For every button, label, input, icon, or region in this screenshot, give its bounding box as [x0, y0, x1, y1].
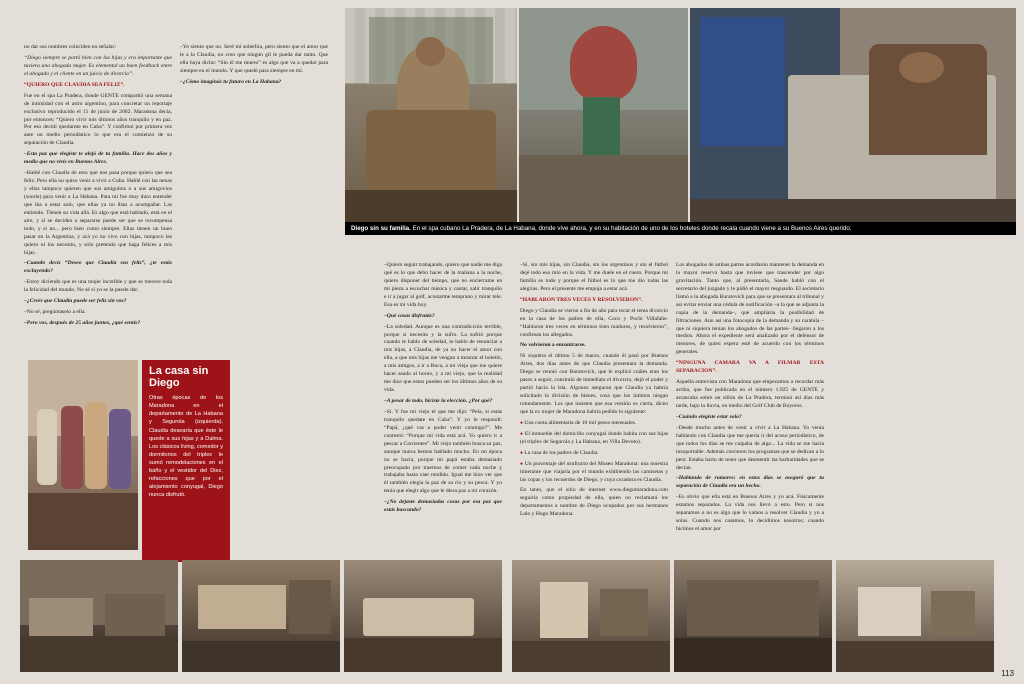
paragraph: Ni siquiera el último 5 de marzo, cuando él pasó por Buenos Aires, dos días antes de que Claudia presentara la demanda. Diego se reunió con Buratovich, que le explicó cuáles eran los pasos a seguir, consintió de inmediato el divorcio, dejó el poder y partió hacia la isla. Algunos aseguran que Claudia ya habría solicitado la división de bienes, cosa que los íntimos niegan rotundamente. Los que insisten que esa versión es cierta, dicen que la ex mujer de Maradona habría pedido lo siguiente: — [520, 353, 668, 415]
text-column-body-3 — [384, 262, 502, 552]
text-column-body-1 — [24, 262, 172, 352]
photo-interior-closet — [674, 560, 832, 672]
paragraph: –¿Creés que Claudia puede ser feliz sin vos? — [24, 298, 127, 305]
paragraph: –Hablando de rumores: en estos días se aseguró que tu separación de Claudia era un hecho. — [676, 475, 824, 490]
paragraph: no dar sus nombres coinciden en señalar: — [24, 44, 116, 50]
paragraph: –Cuándo elegiste estar solo? — [676, 413, 742, 420]
paragraph: –¿Cómo imaginás tu futuro en La Habana? — [180, 78, 282, 85]
sidebar-box-la-casa-sin-diego — [142, 360, 230, 562]
page-number: 113 — [1001, 669, 1014, 678]
paragraph: Diego y Claudia se vieron a fin de año para tocar el tema divorcio en la casa de los padres de ella, Coco y Pochi Villafañe. “Hablaron tres veces en términos bien maduros, y resolvieron”, confiesan los allegados. — [520, 307, 668, 338]
photo-interior-hall — [512, 560, 670, 672]
photo-interior-dining — [182, 560, 340, 672]
main-photo-caption — [345, 222, 1016, 235]
sidebar-box-text: Otras épocas de los Maradona en el departamento de La Habana y Segurola (izquierda). Claudia desearía que éste le quede a sus hijas y a Dalma. Los clásicos living, comedor y dormitorios del triplex le sumó remodelaciones en el baño y el vestidor del Diez, refacciones que por el alejamiento conyugal, Diego nunca disfrutó. — [149, 395, 223, 499]
paragraph: “HABLARON TRES VECES Y RESOLVIERON”. — [520, 296, 643, 303]
paragraph: “Diego siempre se portó bien con las hijas y era importante que tuviera una abogada mujer. Es elemental un buen feedback entre el abogado y el cliente en un juicio de divorcio”. — [24, 54, 172, 77]
paragraph: Los abogados de ambas partes acordaron mantener la demanda en la mayor reserva hasta que tuviese que trascender por algo gravitación. Tanto que, al presentarla, Sande habló con el secretario del juzgado y le pidió el mayor resguardo. El secretario llamó a la abogada Buratovich para que se presentara al tribunal y así evitar enviar una cédula de notificación –a la que se adjunta la copia de la demanda–, que ampliaría la posibilidad de filtraciones. Aun así una fotocopia de la demanda y su carátula –que ni siquiera tenían los abogados de las partes– llegaron a los medios. Ahora el expediente será analizado por el defensor de menores, de quien espera esté de acuerdo con los términos generales. — [676, 262, 824, 356]
paragraph: No volvieron a encontrarse. — [520, 342, 586, 349]
paragraph: –¿No dejaste demasiadas cosas por esa paz que estás buscando? — [384, 499, 502, 514]
photo-diego-in-bed — [690, 8, 1016, 230]
paragraph: ● La casa de los padres de Claudia. — [520, 450, 668, 458]
caption-title: Diego sin su familia. — [351, 225, 411, 232]
paragraph: –Qué cosas disfrutás? — [384, 312, 435, 319]
caption-text: En el spa cubano La Pradera, de La Habana, donde vive ahora, y en su habitación de uno de los hoteles donde recala cuando viene a su Buenos Aires querido. — [412, 225, 852, 232]
paragraph: –La soledad. Aunque es una contradicción terrible, porque si necesito y la sufro. La sufrió porque cuando te hablo de soledad, te hablo de renunciar a mis hijas, a Claudia, de ya no hacer el amor con ella, a que mis hijas me vengan a mostrar el boletín, a mis amigos, a ir a Boca, a mi vieja que me quiere hacer asado al horno, y a mi viejo, que la realidad me dice que estos pueden ser los últimos años de su vida. — [384, 323, 502, 394]
photo-interior-bathroom — [836, 560, 994, 672]
sidebar-box-heading: La casa sin Diego — [149, 365, 209, 389]
paragraph: –Estoy diciendo que es una mujer increíble y que se merece toda la felicidad del mundo. No sé si yo se la puedo dar. — [24, 279, 172, 294]
paragraph: –Sí. Y fue mi viejo el que me dijo: “Pela, si estás tranquilo quedate en Cuba”. Y yo le respondí: “Papá, ¿qué vas a poder venir conmigo?”. Me contestó: “Porque mi vida está acá. Yo quiero ir a pescar a Corrientes”. Mi viejo también busca su paz, aunque nunca hemos hablado mucho. En mi época no se hacía, porque mi papá estaba demasiado preocupado por traernos de comer cada noche y trabajaba hasta caer rendido. Igual me hizo ver que él también elegía la paz de su río y su pesca. Y yo tenía que elegir algo que le diera paz a mi corazón. — [384, 408, 502, 495]
photo-flowers-table — [519, 8, 688, 230]
paragraph: En tanto, que el sitio de internet www.diegomaradona.com seguiría como propiedad de ella, quien no reclamará los departamentos a nombre de Diego ocupados por sus hermanos Lalo y Hugo Maradona. — [520, 487, 668, 518]
text-column-body-4 — [520, 262, 668, 552]
paragraph: ● El inmueble del domicilio conyugal donde habita con sus hijas (el triplex de Segurola y La Habana, en Villa Devoto). — [520, 431, 668, 447]
paragraph: –Sí, sin mis hijas, sin Claudia, sin los argentinos y sin el fútbol dejé todo eso mío en la vida. Y me duele en el cuero. Porque mi familia es todo y porque el fútbol es lo que me dio todas las alegrías. Pero el presente me empuja a estar acá. — [520, 262, 668, 292]
text-column-body-5 — [676, 262, 824, 552]
text-column-body-2 — [228, 262, 376, 552]
paragraph: –Esta paz que elegiste te alejó de tu familia. Hace dos años y medio que no vivís en Buenos Aires. — [24, 151, 172, 166]
paragraph: “QUIERO QUE CLAUDIA SEA FELIZ”. — [24, 81, 125, 88]
paragraph: –A pesar de todo, hiciste la elección. ¿Por qué? — [384, 398, 493, 404]
paragraph: –Es obvio que ella está en Buenos Aires y yo acá. Físicamente estamos separados. La vida nos llevó a esto. Pero si nos separamos o no es algo que lo vamos a resolver Claudia y yo a solas. Cuando nos casamos, lo decidimos nosotros; cuando hicimos el amor por — [676, 494, 824, 533]
paragraph: ● Un porcentaje del usufructo del Museo Maradona: una muestra itinerante que viajaría por el mundo exhibiendo las camisetas y las copas y los recuerdos de Diego, y cuya curadora es Claudia. — [520, 461, 668, 485]
text-column-body-6 — [832, 262, 998, 552]
paragraph: –Desde mucho antes de venir a vivir a La Habana. Yo venía hablando con Claudia que me quería ir del acoso periodístico, de que todos los días se me culpaba de algo... La vida se me hacía insoportable. Además crecieron los programas que se dedican a lo peor. Estaba harto de tener que desmentir las barbaridades que se decían. — [676, 424, 824, 471]
paragraph: Aquella entrevista con Maradona que empezamos a recordar más arriba, que fue publicada en el número 1.925 de GENTE y arrancaba sobre un sillón de La Pradera, terminó así días más tarde, bajo la lluvia, en medio del Golf Club de Boyeros. — [676, 379, 824, 409]
paragraph: –No sé, pregúntaselo a ella. — [24, 309, 86, 316]
photo-interior-bedroom — [344, 560, 502, 672]
paragraph: –Pero vos, después de 25 años juntos, ¿qué sentís? — [24, 320, 141, 327]
photo-maradona-family — [28, 360, 138, 550]
paragraph: –Yo siento que no. Seré mi soberbia, pero siento que el amor que le a la Claudia, no creo que ningún gil le pueda dar tanto. Que ella haya dicho: “Sin él me muero” es algo que va a quedar para siempre en el mundo. Y que quedó para siempre en mí. — [180, 44, 328, 74]
paragraph: ● Una cuota alimentaria de 10 mil pesos mensuales. — [520, 420, 668, 428]
paragraph: –Cuando decís “Deseo que Claudia sea feliz”, ¿te estás excluyendo? — [24, 260, 172, 275]
paragraph: –Quiero seguir trabajando, quiero que nadie me diga qué es lo que debo hacer de la mañana a la noche, quiero disponer del tiempo, que no encierrame en mi pieza a escuchar música y cantar, salir tranquilo e ir a jugar al golf, acostarme temprano y mirar tele. Esa es mi vida hoy. — [384, 262, 502, 308]
photo-interior-living — [20, 560, 178, 672]
paragraph: –Hablé con Claudia de esto que nos pasa porque quiero que sea feliz. Pero ella no quiso venir a vivir a Cuba. Hablé con las nenas y ellas tampoco quieren que sus amiguitos o a sus amigovios (sonríe) para venir a La Habana. Para mí fue muy duro entender que iba a estar solo, que ellas ya no iban a acompañar. Las entiendo. Tienen su vida allá. Es algo que está hablado, está en el aire, y si se deciden a separarse puede ser que se recompensa todo, y si no... pero bien como siempre. Ellas tienen un buen pasar en la Argentina, y acá yo no vivo con hijas, tampoco les quiero ni los necesito, y sólo pretendo que haga felices a mis hijas. — [24, 170, 172, 256]
paragraph: Fue en el spa La Pradera, donde GENTE compartió una semana de intimidad con el astro argentino, para concretar un reportaje exclusivo reproducido el 11 de junio de 2002. Maradona decía, por entonces: “Quiero vivir mis últimos años tranquilo y en paz. Por eso decidí quedarme en Cuba”. Y confirmó por primera vez ante un medio periodístico lo que era el comienzo de su separación de Claudia. — [24, 92, 172, 147]
paragraph: “NINGUNA CAMARA VA A FILMAR ESTA SEPARACION”. — [676, 360, 824, 375]
photo-diego-wicker-chair — [345, 8, 517, 230]
